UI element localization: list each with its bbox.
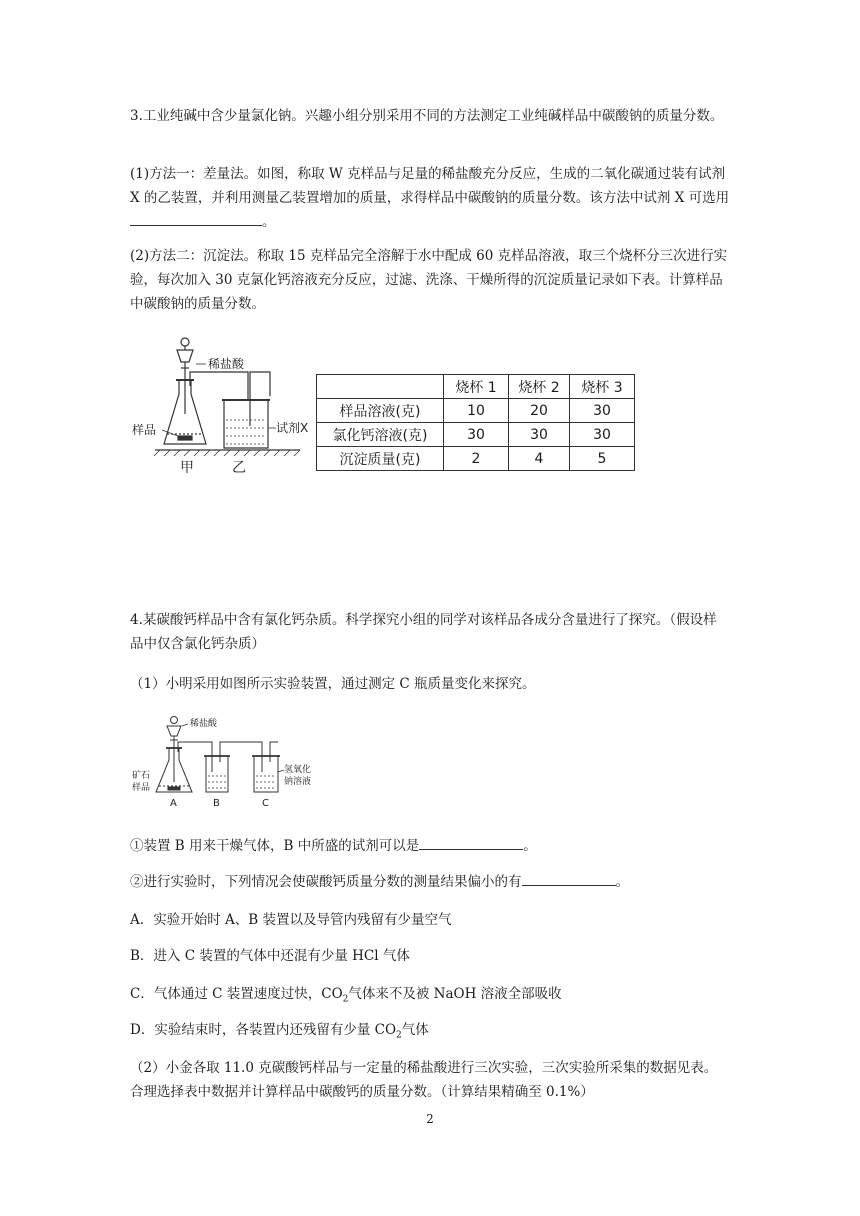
label-naoh-solution: 钠溶液 — [284, 777, 312, 787]
label-dilute-hcl: 稀盐酸 — [208, 357, 245, 371]
answer-blank — [522, 871, 616, 886]
q4-part1: （1）小明采用如图所示实验装置，通过测定 C 瓶质量变化来探究。 — [130, 676, 536, 692]
q4-part2: （2）小金各取 11.0 克碳酸钙样品与一定量的稀盐酸进行三次实验，三次实验所采集的数据见表。合理选择表中数据并计算样品中碳酸钙的质量分数。（计算结果精确至 0.1%） — [130, 1060, 718, 1100]
q3-intro: 3.工业纯碱中含少量氯化钠。兴趣小组分别采用不同的方法测定工业纯碱样品中碳酸钠的质量分数。 — [130, 108, 724, 124]
table-header-cell: 烧杯 2 — [509, 375, 570, 399]
q3-part1-end: 。 — [262, 214, 276, 230]
page-number: 2 — [426, 1112, 434, 1126]
table-row — [317, 423, 635, 447]
q4-intro: 4.某碳酸钙样品中含有氯化钙杂质。科学探究小组的同学对该样品各成分含量进行了探究。（假设样品中仅含氯化钙杂质） — [130, 612, 717, 652]
q3-data-table — [316, 374, 635, 471]
q4-sub1-end: 。 — [523, 838, 537, 854]
table-cell: 氯化钙溶液(克) — [317, 423, 444, 447]
label-naoh: 氢氧化 — [284, 765, 312, 775]
q4-sub1-text: ①装置 B 用来干燥气体，B 中所盛的试剂可以是 — [130, 838, 420, 854]
table-cell: 10 — [444, 399, 509, 423]
q4-option-d-text: D．实验结束时，各装置内还残留有少量 CO — [130, 1022, 397, 1038]
label-yi: 乙 — [232, 460, 246, 476]
answer-blank — [130, 211, 262, 226]
table-row — [317, 447, 635, 471]
q3-apparatus-figure — [130, 328, 310, 478]
q3-part1 — [130, 162, 730, 234]
subscript: 2 — [342, 994, 349, 1005]
table-header-cell — [317, 375, 444, 399]
table-cell: 20 — [509, 399, 570, 423]
q4-option-d-rest: 气体 — [401, 1022, 429, 1038]
q4-apparatus-figure — [130, 712, 330, 812]
answer-blank — [419, 835, 523, 850]
q4-option-c-text: C．气体通过 C 装置速度过快，CO — [130, 986, 343, 1002]
q4-option-b: B．进入 C 装置的气体中还混有少量 HCl 气体 — [130, 948, 410, 964]
table-cell: 30 — [444, 423, 509, 447]
label-ore: 矿石 — [132, 771, 151, 781]
table-header-cell: 烧杯 1 — [444, 375, 509, 399]
table-row — [317, 399, 635, 423]
label-b: B — [213, 798, 220, 809]
label-dilute-hcl: 稀盐酸 — [190, 719, 218, 729]
q4-option-d — [130, 1018, 730, 1048]
q4-sub1 — [130, 834, 730, 858]
label-reagent-x: 试剂X — [276, 421, 309, 435]
label-jia: 甲 — [180, 460, 194, 476]
table-cell: 30 — [509, 423, 570, 447]
q4-option-a: A．实验开始时 A、B 装置以及导管内残留有少量空气 — [130, 912, 452, 928]
q3-part2: (2)方法二：沉淀法。称取 15 克样品完全溶解于水中配成 60 克样品溶液，取三个烧杯分三次进行实验，每次加入 30 克氯化钙溶液充分反应，过滤、洗涤、干燥所得的沉淀质量记录如下表。计算样品中碳酸钠的质量分数。 — [130, 248, 728, 312]
q4-option-c-rest: 气体来不及被 NaOH 溶液全部吸收 — [348, 986, 562, 1002]
subscript: 2 — [396, 1030, 402, 1041]
table-cell: 2 — [444, 447, 509, 471]
table-cell: 30 — [570, 423, 635, 447]
table-header-row — [317, 375, 635, 399]
table-cell: 沉淀质量(克) — [317, 447, 444, 471]
table-header-cell: 烧杯 3 — [570, 375, 635, 399]
table-cell: 30 — [570, 399, 635, 423]
q3-part1-text: (1)方法一：差量法。如图，称取 W 克样品与足量的稀盐酸充分反应，生成的二氧化碳通过装有试剂 X 的乙装置，并利用测量乙装置增加的质量，求得样品中碳酸钠的质量分数。该方法中试剂 X 可选用 — [130, 166, 730, 206]
label-a: A — [170, 798, 177, 809]
label-sample: 样品 — [132, 423, 157, 437]
q4-option-c — [130, 982, 730, 1012]
q4-sub2-end: 。 — [615, 874, 629, 890]
q4-sub2 — [130, 870, 730, 894]
table-cell: 4 — [509, 447, 570, 471]
q4-sub2-text: ②进行实验时，下列情况会使碳酸钙质量分数的测量结果偏小的有 — [130, 874, 522, 890]
label-ore-sample: 样品 — [132, 783, 151, 793]
table-cell: 样品溶液(克) — [317, 399, 444, 423]
label-c: C — [262, 798, 269, 809]
table-cell: 5 — [570, 447, 635, 471]
